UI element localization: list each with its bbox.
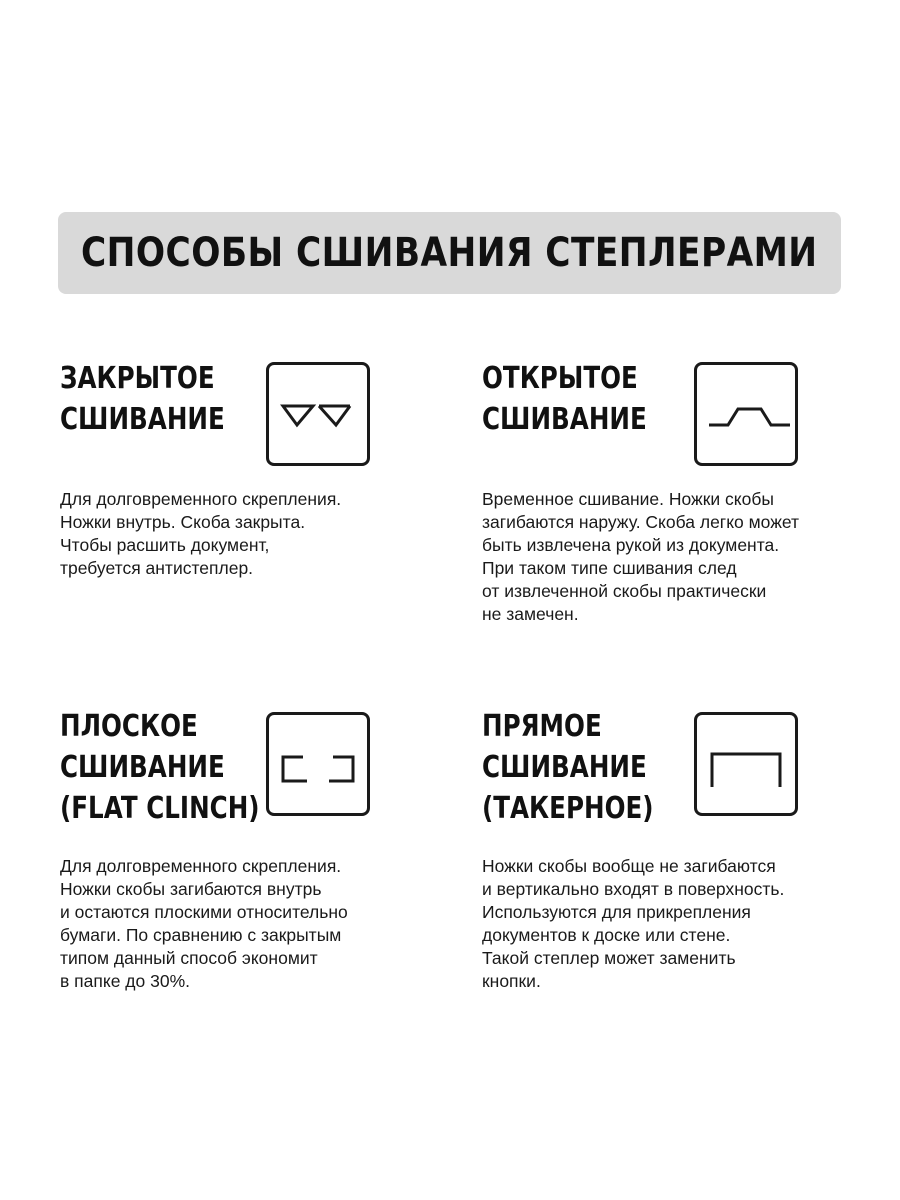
section-heading [482,706,654,829]
description-line: Ножки внутрь. Скоба закрыта. [60,512,306,532]
heading-line: ОТКРЫТОЕ [482,361,638,396]
description-line: Используются для прикрепления [482,902,751,922]
section-description [60,855,348,993]
description-line: Чтобы расшить документ, [60,535,270,555]
description-line: и остаются плоскими относительно [60,902,348,922]
description-line: Такой степлер может заменить [482,948,736,968]
section-description [60,488,341,580]
heading-line: СШИВАНИЕ [60,750,225,785]
section-heading [60,706,260,829]
closed-clinch-icon [266,362,370,466]
straight-tacker-icon [694,712,798,816]
description-line: Ножки скобы загибаются внутрь [60,879,322,899]
heading-line: (ТАКЕРНОЕ) [482,791,654,826]
heading-line: ЗАКРЫТОЕ [60,361,215,396]
description-line: от извлеченной скобы практически [482,581,767,601]
description-line: кнопки. [482,971,541,991]
description-line: не замечен. [482,604,579,624]
description-line: Для долговременного скрепления. [60,489,342,509]
description-line: типом данный способ экономит [60,948,318,968]
section-description [482,488,799,626]
section-description [482,855,784,993]
description-line: При таком типе сшивания след [482,558,737,578]
description-line: Ножки скобы вообще не загибаются [482,856,776,876]
section-heading [482,358,647,440]
heading-line: ПЛОСКОЕ [60,709,198,744]
heading-line: (FLAT CLINCH) [60,791,260,826]
description-line: быть извлечена рукой из документа. [482,535,780,555]
heading-line: ПРЯМОЕ [482,709,602,744]
description-line: документов к доске или стене. [482,925,731,945]
description-line: бумаги. По сравнению с закрытым [60,925,342,945]
heading-line: СШИВАНИЕ [482,750,647,785]
title-banner [58,212,841,294]
description-line: и вертикально входят в поверхность. [482,879,785,899]
description-line: Для долговременного скрепления. [60,856,342,876]
description-line: требуется антистеплер. [60,558,254,578]
heading-line: СШИВАНИЕ [60,402,225,437]
heading-line: СШИВАНИЕ [482,402,647,437]
description-line: Временное сшивание. Ножки скобы [482,489,774,509]
flat-clinch-icon [266,712,370,816]
description-line: в папке до 30%. [60,971,190,991]
description-line: загибаются наружу. Скоба легко может [482,512,800,532]
section-heading [60,358,225,440]
page-title: СПОСОБЫ СШИВАНИЯ СТЕПЛЕРАМИ [81,230,818,276]
open-clinch-icon [694,362,798,466]
